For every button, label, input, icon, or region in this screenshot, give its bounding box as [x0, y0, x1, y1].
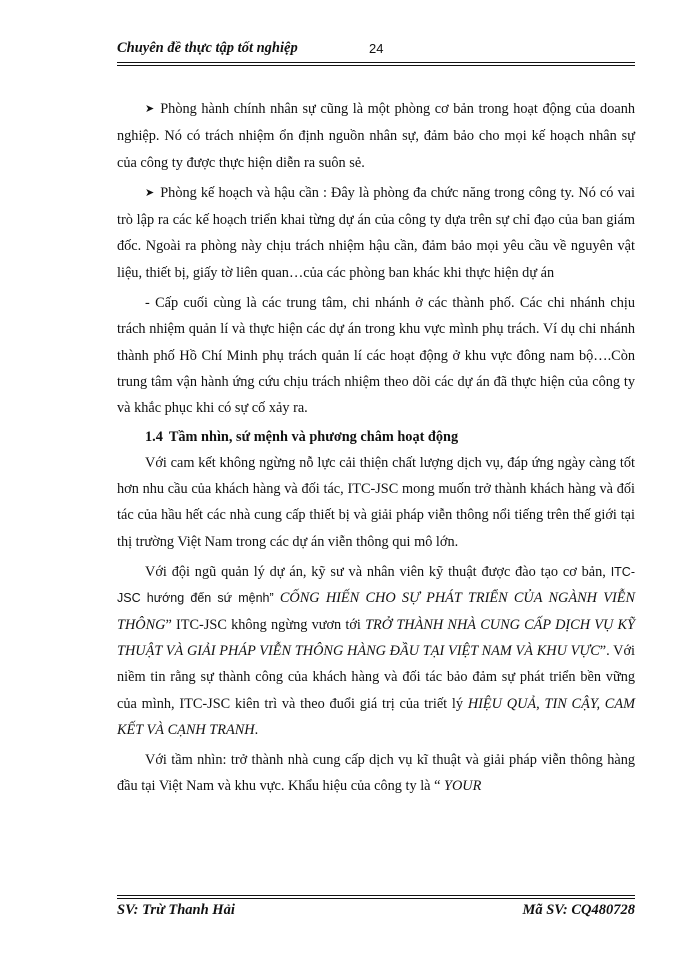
footer-student-id: Mã SV: CQ480728 — [522, 902, 635, 918]
paragraph-text: Với đội ngũ quản lý dự án, kỹ sư và nhân viên kỹ thuật được đào tạo cơ bản, — [145, 564, 611, 581]
paragraph-planning-department — [117, 180, 635, 286]
document-body — [117, 96, 635, 800]
philosophy-emphasis: HIỆU QUẢ, TIN CẬY, CAM KẾT VÀ CẠNH TRANH — [117, 695, 635, 738]
paragraph-text: Phòng hành chính nhân sự cũng là một phòng cơ bản trong hoạt động của doanh nghiệp. Nó có trách nhiệm ổn định nguồn nhân sự, đảm bảo cho mọi kế hoạch nhân sự của công ty được thực hiện diễn ra suôn sẻ. — [117, 101, 635, 171]
paragraph-text: Với tầm nhìn: trở thành nhà cung cấp dịch vụ kĩ thuật và giải pháp viễn thông hàng đầu tại Việt Nam và khu vực. Khẩu hiệu của công ty là “ — [117, 752, 635, 795]
section-title: Tầm nhìn, sứ mệnh và phương châm hoạt động — [168, 428, 459, 445]
paragraph-mission — [117, 559, 635, 743]
paragraph-text: ” ITC-JSC không ngừng vươn tới — [165, 616, 366, 633]
paragraph-text: Phòng kế hoạch và hậu cần : Đây là phòng đa chức năng trong công ty. Nó có vai trò lập ra các kế hoạch triển khai từng dự án của công ty dựa trên sự chỉ đạo của ban giám đốc. Ngoài ra phòng này chịu trách nhiệm hậu cần, đảm bảo mọi yêu cầu về nguyên vật liệu, thiết bị, giấy tờ liên quan…của các phòng ban khác khi thực hiện dự án — [117, 184, 635, 281]
goal-emphasis: TRỞ THÀNH NHÀ CUNG CẤP DỊCH VỤ KỸ THUẬT VÀ GIẢI PHÁP VIỄN THÔNG HÀNG ĐẦU TẠI VIỆT NAM VÀ KHU VỰC — [117, 616, 635, 659]
section-number: 1.4 — [145, 428, 163, 445]
footer-rule — [117, 895, 635, 899]
page-header — [117, 40, 635, 64]
mission-emphasis: CỐNG HIẾN CHO SỰ PHÁT TRIỂN CỦA NGÀNH VIỄN THÔNG — [117, 590, 635, 633]
paragraph-text: ITC- JSC hướng đến sứ mệnh” — [117, 565, 635, 606]
arrow-bullet-icon: ➤ — [145, 103, 155, 115]
slogan-emphasis: YOUR — [444, 778, 482, 795]
paragraph-text: Với cam kết không ngừng nỗ lực cải thiện chất lượng dịch vụ, đáp ứng ngày càng tốt hơn nhu cầu của khách hàng và đối tác, ITC-JSC mong muốn trở thành khách hàng và đối tác của hầu hết các nhà cung cấp thiết bị và giải pháp viễn thông nổi tiếng trên thế giới tại thị trường Việt Nam trong các dự án viễn thông qui mô lớn. — [117, 454, 635, 550]
header-title: Chuyên đề thực tập tốt nghiệp — [117, 40, 298, 56]
header-rule — [117, 62, 635, 66]
paragraph-branches — [117, 290, 635, 421]
arrow-bullet-icon: ➤ — [145, 186, 155, 199]
section-heading — [117, 424, 635, 450]
paragraph-hr-department — [117, 96, 635, 176]
paragraph-text: - Cấp cuối cùng là các trung tâm, chi nhánh ở các thành phố. Các chi nhánh chịu trách nhiệm quản lí và thực hiện các dự án trong khu vực mình phụ trách. Ví dụ chi nhánh thành phố Hồ Chí Minh phụ trách quản lí các hoạt động ở khu vực đông nam bộ….Còn trung tâm vận hành ứng cứu chịu trách nhiệm theo dõi các dự án đã thực hiện của công ty và khắc phục khi có sự cố xảy ra. — [117, 295, 635, 417]
paragraph-vision — [117, 747, 635, 800]
page-number: 24 — [369, 41, 384, 56]
paragraph-text: . — [254, 721, 259, 738]
paragraph-commitment — [117, 450, 635, 555]
footer-student-name: SV: Trừ Thanh Hải — [117, 902, 235, 918]
paragraph-text: ”. Với niềm tin rằng sự thành công của khách hàng và đối tác bảo đảm sự phát triển bền vững của mình, ITC-JSC kiên trì và theo đuổi giá trị của triết lý — [117, 642, 635, 712]
